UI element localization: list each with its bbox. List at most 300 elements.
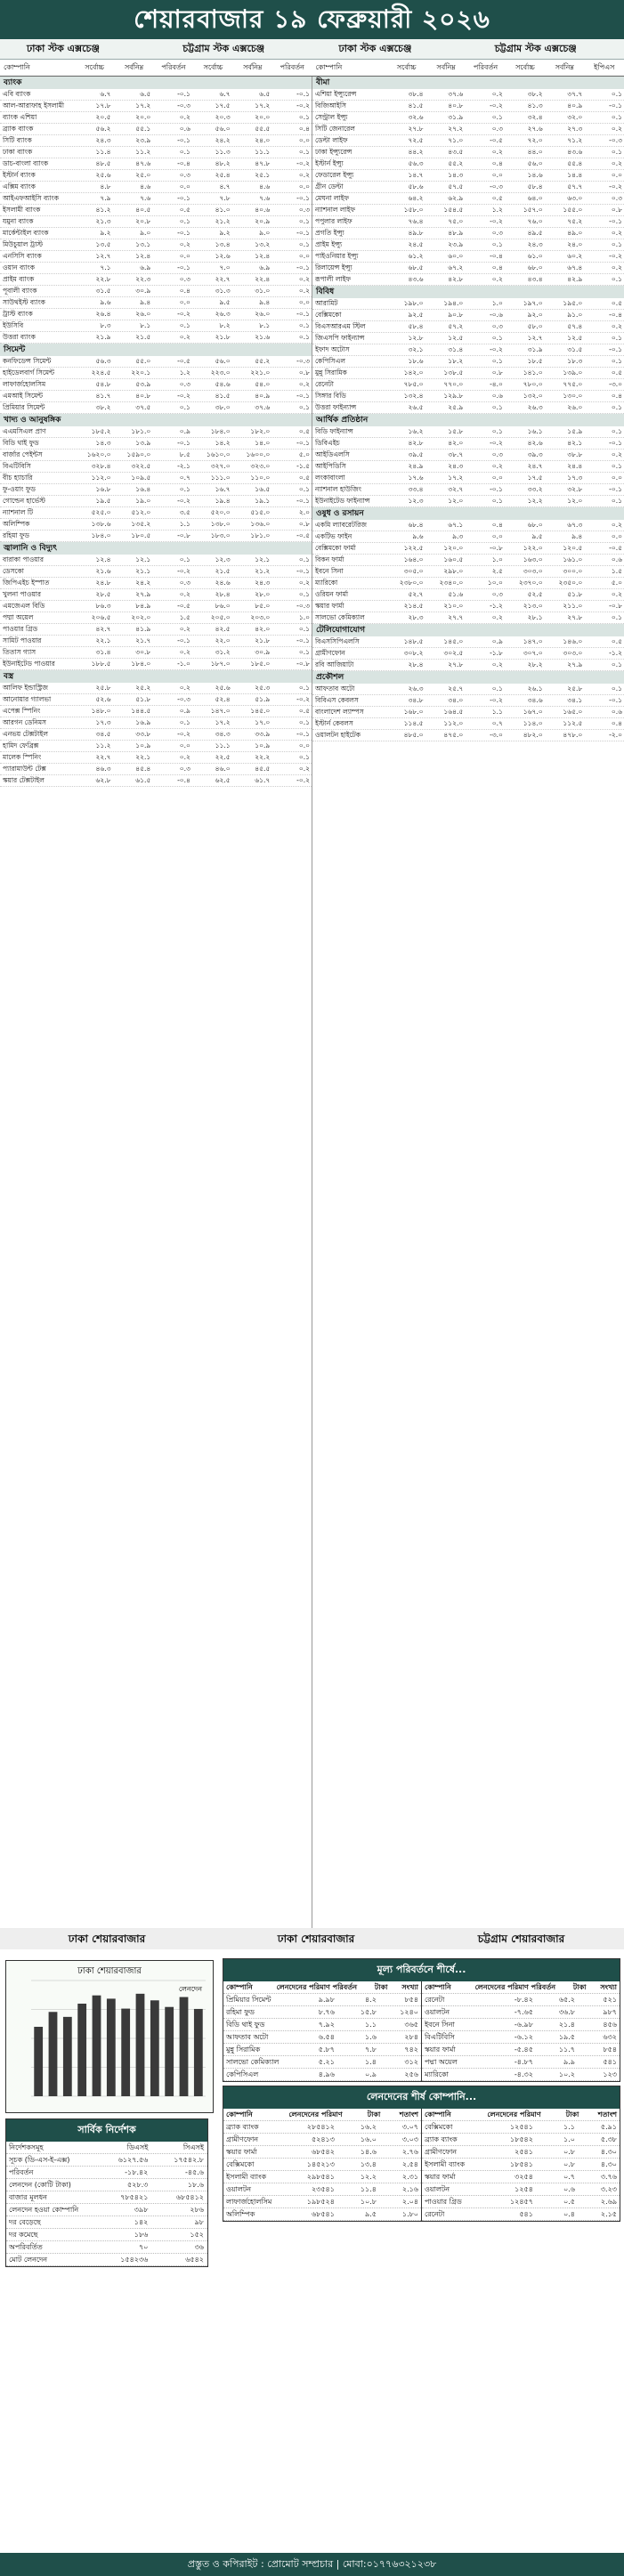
list-item bbox=[223, 1994, 421, 2006]
top-cse-list bbox=[421, 2109, 620, 2221]
table-row bbox=[0, 484, 312, 496]
price-cell: ৫২.৭ bbox=[408, 590, 424, 598]
list-item bbox=[422, 2019, 620, 2031]
price-cell: ৬৮.০ bbox=[527, 263, 543, 271]
price-cell: ১৪৭.০ bbox=[210, 707, 231, 715]
value-cell: ৪.৩০ bbox=[600, 2160, 618, 2168]
chart-bar bbox=[49, 2012, 58, 2096]
price-cell: ৪২.১ bbox=[567, 439, 583, 447]
price-cell: ১৬৫.০ bbox=[563, 708, 583, 716]
company-name: ইউনাইটেড ফাইন্যান্স bbox=[315, 497, 370, 505]
price-cell: ২২৪.৫ bbox=[91, 369, 111, 377]
price-cell: ২১.৬ bbox=[255, 333, 271, 341]
price-cell: ০.২ bbox=[179, 625, 190, 633]
price-cell: ২০৫.০ bbox=[210, 613, 231, 621]
price-cell: ৭৫.২ bbox=[567, 217, 583, 225]
price-cell: ১৪.৩ bbox=[448, 171, 464, 179]
price-cell: ০.২ bbox=[179, 333, 190, 341]
price-cell: ১৭.৮ bbox=[95, 101, 111, 109]
company-name: আইএফআইসি ব্যাংক bbox=[3, 194, 59, 202]
price-cell: ০.১ bbox=[298, 753, 310, 761]
price-cell: ২১.৯ bbox=[95, 333, 111, 341]
value-cell: ২৮৪ bbox=[404, 2033, 419, 2041]
price-cell: ৩২২.৫ bbox=[131, 462, 151, 470]
price-cell: ২১.৬ bbox=[95, 567, 111, 575]
price-cell: -০.১ bbox=[296, 392, 310, 400]
price-cell: ০.১ bbox=[298, 113, 310, 121]
price-cell: ৩৩.৪ bbox=[408, 485, 424, 493]
price-cell: -১.৮ bbox=[490, 649, 503, 657]
price-cell: ৩৩.৮ bbox=[135, 730, 151, 738]
list-item bbox=[422, 2208, 620, 2221]
company-name: পদ্মা অয়েল bbox=[425, 2058, 458, 2066]
price-cell: ১৪২.০ bbox=[403, 369, 424, 377]
price-cell: ১.১ bbox=[491, 708, 503, 716]
company-name: রেনেটা bbox=[315, 380, 334, 388]
page-title: শেয়ারবাজার ১৯ ফেব্রুয়ারী ২০২৬ bbox=[0, 0, 624, 39]
list-item bbox=[422, 2069, 620, 2081]
company-name: বাংলাদেশ ল্যাম্পস bbox=[315, 708, 364, 716]
price-cell: ২০.৯ bbox=[255, 217, 271, 225]
price-cell: ১১৪.৫ bbox=[403, 719, 424, 727]
value-cell: ৩৬.৮ bbox=[558, 2008, 575, 2016]
table-row bbox=[312, 730, 624, 741]
price-cell: ৩৪.০ bbox=[448, 696, 464, 704]
dse-market-title: ঢাকা শেয়ারবাজার bbox=[0, 1928, 214, 1949]
value-cell: ৩১২ bbox=[404, 2058, 419, 2066]
price-cell: ১.৫ bbox=[179, 613, 190, 621]
price-cell: ১৯.১ bbox=[255, 497, 271, 505]
price-cell: ২৪.৪ bbox=[567, 462, 583, 470]
price-cell: ২৭.৮ bbox=[567, 613, 583, 621]
price-cell: ৩১.৫ bbox=[567, 345, 583, 353]
value-cell: ৫২৮.৩ bbox=[127, 2181, 149, 2189]
list-item bbox=[6, 2254, 207, 2266]
price-cell: -০.১ bbox=[609, 217, 622, 225]
price-cell: ২৩.৯ bbox=[135, 136, 151, 144]
price-cell: ০.২ bbox=[298, 380, 310, 388]
price-cell: ৩২.৭ bbox=[448, 485, 464, 493]
price-cell: -০.১ bbox=[296, 194, 310, 202]
table-row bbox=[312, 402, 624, 414]
value-cell: ৫৪১ bbox=[603, 2058, 618, 2066]
price-cell: ২২৩.০ bbox=[210, 369, 231, 377]
price-cell: ৬৭.১ bbox=[448, 521, 464, 529]
list-item bbox=[422, 2056, 620, 2069]
price-cell: ১০.৯ bbox=[255, 741, 271, 749]
price-cell: ১২.৪ bbox=[95, 555, 111, 563]
company-name: এপেক্স স্পিনিং bbox=[3, 707, 41, 715]
price-cell: -০.২ bbox=[296, 101, 310, 109]
company-name: পাওয়ার গ্রিড bbox=[425, 2198, 462, 2206]
price-cell: -০.৩ bbox=[609, 136, 622, 144]
table-row bbox=[0, 332, 312, 344]
chart-bar bbox=[194, 2009, 203, 2096]
price-cell: ১২.৬ bbox=[215, 252, 231, 260]
col-high-r: সর্বোচ্চ bbox=[396, 63, 417, 71]
price-cell: -৩.০ bbox=[609, 380, 622, 388]
price-cell: ২২.২ bbox=[255, 753, 271, 761]
price-cell: ১৬১০.০ bbox=[206, 450, 231, 458]
company-name: প্রিমিয়ার সিমেন্ট bbox=[226, 1996, 271, 2004]
price-cell: ২৪.৩ bbox=[95, 136, 111, 144]
price-cell: ০.৪ bbox=[491, 263, 503, 271]
price-cell: ৪০.৯ bbox=[255, 392, 271, 400]
company-name: বারাকা পাওয়ার bbox=[3, 555, 44, 563]
price-cell: ০.১ bbox=[298, 625, 310, 633]
price-cell: ২৮.০ bbox=[255, 590, 271, 598]
price-cell: ৪.৭ bbox=[219, 182, 231, 190]
list-item bbox=[422, 2196, 620, 2208]
price-cell: ০.১ bbox=[298, 718, 310, 726]
company-name: এনভয় টেক্সটাইল bbox=[3, 730, 48, 738]
company-name: ব্র্যাক ব্যাংক bbox=[226, 2123, 259, 2131]
price-cell: ০.২ bbox=[491, 613, 503, 621]
top-traded-title: লেনদেনের শীর্ষ কোম্পানি... bbox=[223, 2086, 620, 2109]
price-cell: -২.১ bbox=[177, 462, 190, 470]
price-cell: -০.২ bbox=[177, 310, 190, 318]
price-cell: ৩৩.৯ bbox=[255, 730, 271, 738]
price-cell: ৬.৫ bbox=[259, 90, 271, 98]
price-cell: -০.২ bbox=[609, 182, 622, 190]
price-cell: ১৬.২ bbox=[408, 427, 424, 435]
value-cell: ১৮৫৪২ bbox=[509, 2135, 533, 2143]
header-cell: সংখ্যা bbox=[401, 1983, 418, 1991]
price-cell: ৫৭.৫ bbox=[448, 182, 464, 190]
list-item bbox=[223, 2069, 421, 2081]
price-cell: ০.১ bbox=[298, 240, 310, 248]
price-cell: ০.৪ bbox=[611, 392, 622, 400]
price-cell: ৯০.৮ bbox=[448, 311, 464, 319]
price-cell: ০.২ bbox=[611, 521, 622, 529]
table-row bbox=[0, 555, 312, 566]
price-cell: ১৭.৫ bbox=[215, 101, 231, 109]
price-cell: ৪০.৯ bbox=[567, 101, 583, 109]
table-row bbox=[0, 519, 312, 531]
table-row bbox=[0, 89, 312, 101]
list-header bbox=[422, 1981, 620, 1994]
value-cell: ৩.৭৬ bbox=[600, 2173, 618, 2181]
price-cell: ১১.১ bbox=[215, 741, 231, 749]
company-name: পপুলার লাইফ bbox=[315, 217, 353, 225]
col-change-r: পরিবর্তন bbox=[473, 63, 498, 71]
cse-label-2: চট্টগ্রাম স্টক এক্সচেঞ্জ bbox=[494, 43, 577, 54]
value-cell: -৮.৪২ bbox=[514, 1996, 533, 2004]
table-row bbox=[312, 135, 624, 147]
price-cell: ৩২.৮ bbox=[567, 485, 583, 493]
company-name: ডেল্টা লাইফ bbox=[315, 136, 348, 144]
value-cell: ১৮৫৪১ bbox=[509, 2160, 533, 2168]
table-row bbox=[0, 612, 312, 624]
price-cell: -০.২ bbox=[177, 497, 190, 505]
price-cell: ৬.৯ bbox=[259, 263, 271, 271]
price-cell: -০.২ bbox=[177, 392, 190, 400]
price-cell: ০.১ bbox=[611, 660, 622, 668]
price-cell: ৫.০ bbox=[298, 450, 310, 458]
company-name: বিকন ফার্মা bbox=[315, 555, 344, 563]
value-cell: ১২৩ bbox=[603, 2070, 618, 2078]
price-cell: ২৭.৬ bbox=[527, 125, 543, 133]
price-cell: ০.৫ bbox=[611, 369, 622, 377]
price-cell: -০.২ bbox=[490, 345, 503, 353]
header-cell: লেনদেনের পরিমাণ পরিবর্তন bbox=[276, 1983, 357, 1991]
company-name: কেপিসিএল bbox=[315, 357, 345, 365]
price-cell: -০.২ bbox=[177, 730, 190, 738]
price-cell: ১৭.২ bbox=[448, 474, 464, 482]
price-cell: ১৪.৭ bbox=[408, 171, 424, 179]
price-cell: ১৪৫.০ bbox=[250, 707, 271, 715]
price-cell: ১৩.৫ bbox=[95, 240, 111, 248]
table-row bbox=[0, 589, 312, 601]
company-name: এমআই সিমেন্ট bbox=[3, 392, 44, 400]
price-cell: ২৬.০ bbox=[567, 403, 583, 411]
chart-bar bbox=[165, 2007, 174, 2096]
table-row bbox=[312, 707, 624, 718]
price-cell: ১৬৩.০ bbox=[523, 555, 543, 563]
price-cell: ২১.২ bbox=[215, 217, 231, 225]
table-row bbox=[0, 182, 312, 193]
bottom-header bbox=[0, 1928, 624, 1949]
value-cell: ৫.৮৭ bbox=[318, 2045, 335, 2054]
price-cell: ১৭.২ bbox=[215, 718, 231, 726]
price-cell: -০.১ bbox=[296, 730, 310, 738]
value-cell: ৭.৮ bbox=[365, 2045, 377, 2054]
sector-heading: বিবিধ bbox=[312, 286, 624, 298]
price-cell: ০.২ bbox=[179, 113, 190, 121]
company-name: বেক্সিমকো bbox=[425, 2123, 453, 2131]
price-cell: ৪৮.২ bbox=[215, 159, 231, 167]
price-cell: ৩৪.৩ bbox=[215, 730, 231, 738]
price-cell: ১৪১.০ bbox=[523, 369, 543, 377]
price-cell: ০.৩ bbox=[298, 206, 310, 214]
price-cell: ৩২.৪ bbox=[527, 113, 543, 121]
sector-heading: বীমা bbox=[312, 77, 624, 89]
price-cell: ০.৮ bbox=[298, 369, 310, 377]
value-cell: ২৫৪১ bbox=[515, 2148, 533, 2156]
price-cell: ৩০৫.০ bbox=[403, 567, 424, 575]
value-cell: ১৫.৮ bbox=[360, 2008, 377, 2016]
price-cell: ০.৩ bbox=[491, 450, 503, 458]
price-cell: ২৮.৪ bbox=[408, 660, 424, 668]
price-cell: ২০৩.০ bbox=[250, 613, 271, 621]
price-cell: ০.১ bbox=[611, 240, 622, 248]
price-cell: ০.৬ bbox=[611, 708, 622, 716]
company-name: মিউচুয়াল ট্রাস্ট bbox=[3, 240, 44, 248]
price-cell: ১২.৩ bbox=[215, 555, 231, 563]
price-cell: ০.১ bbox=[611, 427, 622, 435]
table-row bbox=[0, 391, 312, 402]
value-cell: ৭৮৫৪২১ bbox=[120, 2193, 149, 2201]
header-cell: কোম্পানি bbox=[425, 1983, 451, 1991]
sector-heading: টেলিযোগাযোগ bbox=[312, 624, 624, 636]
price-cell: ৭৭৫.০ bbox=[563, 380, 583, 388]
price-cell: ১৮.২ bbox=[448, 357, 464, 365]
company-name: ইসলামী ব্যাংক bbox=[3, 206, 41, 214]
company-name: ব্র্যাক ব্যাংক bbox=[425, 2135, 458, 2143]
list-item bbox=[223, 2044, 421, 2056]
price-cell: ২২.০ bbox=[215, 636, 231, 644]
value-cell: ০.৯ bbox=[365, 2070, 377, 2078]
price-cell: ৪৭৮.০ bbox=[563, 731, 583, 739]
price-cell: ৩১.৫ bbox=[95, 287, 111, 295]
price-cell: ১৩২.০ bbox=[523, 392, 543, 400]
price-cell: -০.৪ bbox=[490, 252, 503, 260]
list-header bbox=[422, 2109, 620, 2121]
price-cell: ১২.১ bbox=[135, 555, 151, 563]
table-row bbox=[0, 694, 312, 706]
price-cell: ২০.০ bbox=[135, 113, 151, 121]
price-cell: ২৭.৮ bbox=[448, 660, 464, 668]
price-cell: ২২.৮ bbox=[95, 275, 111, 283]
price-cell: ৬৭.২ bbox=[448, 263, 464, 271]
company-name: আল-আরাফাহ ইসলামী bbox=[3, 101, 65, 109]
value-cell: ৬৩২ bbox=[603, 2033, 618, 2041]
price-cell: ১২.৭ bbox=[527, 334, 543, 342]
header-cell: টাকা bbox=[374, 1983, 388, 1991]
price-cell: ৫৭.৭ bbox=[567, 182, 583, 190]
price-cell: ৪২.৬ bbox=[527, 439, 543, 447]
value-cell: ৫২১ bbox=[603, 1996, 618, 2004]
price-cell: ৪.৮ bbox=[100, 182, 111, 190]
price-cell: ০.১ bbox=[298, 403, 310, 411]
price-cell: ১১.২ bbox=[135, 148, 151, 156]
price-cell: ০.২ bbox=[611, 450, 622, 458]
price-cell: ০.২ bbox=[179, 240, 190, 248]
price-cell: ৯.২ bbox=[219, 229, 231, 237]
price-cell: -০.১ bbox=[177, 636, 190, 644]
price-cell: ৫১.৯ bbox=[255, 695, 271, 703]
company-name: ফু-ওয়াং ফুড bbox=[3, 485, 36, 493]
summary-col-0: নির্দেশকসমূহ bbox=[9, 2143, 44, 2151]
price-cell: ৪০.৮ bbox=[135, 392, 151, 400]
company-name: স্কয়ার ফার্মা bbox=[425, 2045, 456, 2054]
table-row bbox=[0, 239, 312, 251]
company-name: সালভো কেমিক্যাল bbox=[226, 2058, 280, 2066]
col-company: কোম্পানি bbox=[4, 63, 30, 71]
top-traded-grid bbox=[223, 2109, 620, 2221]
value-cell: ১২৫৪ bbox=[515, 2185, 533, 2193]
price-cell: ৪৩.৬ bbox=[408, 275, 424, 283]
table-row bbox=[312, 170, 624, 182]
price-cell: ২৬.৩ bbox=[215, 310, 231, 318]
company-name: পূবালী ব্যাংক bbox=[3, 287, 37, 295]
company-name: জিপিএইচ ইস্পাত bbox=[3, 579, 50, 587]
price-cell: ২৩৮০.০ bbox=[399, 579, 424, 587]
price-cell: ৫৫.২ bbox=[255, 357, 271, 365]
list-item bbox=[422, 2171, 620, 2183]
price-cell: ২৬.০ bbox=[135, 310, 151, 318]
price-cell: ৫৮.৪ bbox=[408, 322, 424, 330]
price-cell: ৫১.৮ bbox=[135, 695, 151, 703]
price-cell: ০.০ bbox=[611, 171, 622, 179]
header-cell: শতাংশ bbox=[399, 2110, 419, 2118]
price-cell: ১৭.৬ bbox=[408, 474, 424, 482]
price-cell: ১৮৫.২ bbox=[91, 427, 111, 435]
company-name: এএমসিএল প্রাণ bbox=[3, 427, 46, 435]
price-cell: ১৩.১ bbox=[135, 240, 151, 248]
col-cse-low-r: সর্বনিম্ন bbox=[555, 63, 574, 71]
price-cell: ৩১.০ bbox=[255, 287, 271, 295]
chart-bar bbox=[136, 1994, 145, 2096]
value-cell: ৪৫৬ bbox=[603, 2021, 618, 2029]
list-item bbox=[6, 2241, 207, 2254]
col-change: পরিবর্তন bbox=[161, 63, 186, 71]
price-cell: ৯.৪ bbox=[571, 532, 583, 540]
company-name: বিএটিবিসি bbox=[3, 462, 31, 470]
price-cell: ৪৮.৯ bbox=[448, 229, 464, 237]
price-cell: ৪৩.৫ bbox=[448, 148, 464, 156]
value-cell: ১৪২ bbox=[134, 2218, 149, 2226]
price-column-right bbox=[312, 77, 624, 1928]
value-cell: ৪.৩০ bbox=[600, 2148, 618, 2156]
price-cell: ০.২ bbox=[179, 684, 190, 692]
company-name: জিএসপি ফাইন্যান্স bbox=[315, 334, 365, 342]
price-cell: ২৬.০ bbox=[255, 310, 271, 318]
price-cell: ৬১.৫ bbox=[135, 776, 151, 784]
price-cell: ৮.৩ bbox=[100, 321, 111, 329]
price-cell: ১৫৮.০ bbox=[403, 206, 424, 214]
price-cell: ২১৩.০ bbox=[523, 602, 543, 610]
price-cell: ২০২.০ bbox=[131, 613, 151, 621]
list-item bbox=[6, 2229, 207, 2241]
price-cell: -০.১ bbox=[177, 136, 190, 144]
price-cell: ৬.৭ bbox=[100, 90, 111, 98]
price-cell: ৬৮.৫ bbox=[408, 263, 424, 271]
price-cell: ০.৫ bbox=[611, 299, 622, 307]
company-name: তিতাস গ্যাস bbox=[3, 648, 36, 656]
price-cell: ১৩৮.৫ bbox=[443, 369, 464, 377]
company-name: ওরিয়ন ফার্মা bbox=[315, 590, 349, 598]
price-cell: ৫৬.০ bbox=[215, 357, 231, 365]
table-row bbox=[312, 310, 624, 321]
price-cell: ৯.৬ bbox=[412, 532, 424, 540]
price-cell: ৩০৭.০ bbox=[523, 649, 543, 657]
value-cell: ৯.৯ bbox=[563, 2058, 575, 2066]
price-cell: ৫২০.০ bbox=[210, 508, 231, 516]
price-cell: ১২০.০ bbox=[443, 544, 464, 552]
turnover-chart-svg bbox=[6, 1961, 213, 2112]
company-name: ইসলামী ব্যাংক bbox=[425, 2160, 466, 2168]
company-name: বিডি থাই ফুড bbox=[226, 2021, 265, 2029]
sector-heading: ব্যাংক bbox=[0, 77, 312, 89]
list-header bbox=[223, 1981, 421, 1994]
price-cell: ০.১ bbox=[298, 333, 310, 341]
company-name: ডিবিএইচ bbox=[315, 439, 340, 447]
company-name: মার্কেন্টাইল ব্যাংক bbox=[3, 229, 49, 237]
company-name: এবি ব্যাংক bbox=[3, 90, 31, 98]
price-cell: ৪৮.৫ bbox=[95, 159, 111, 167]
value-cell: ১৯.৫ bbox=[558, 2033, 575, 2041]
table-row bbox=[0, 320, 312, 332]
price-cell: ০.১ bbox=[611, 148, 622, 156]
price-cell: ১৮.৫ bbox=[527, 357, 543, 365]
company-name: উত্তরা ফাইন্যান্স bbox=[315, 403, 357, 411]
price-cell: -০.২ bbox=[177, 567, 190, 575]
price-cell: ১৫৯০.০ bbox=[126, 450, 151, 458]
price-cell: ১৮৪.০ bbox=[210, 427, 231, 435]
price-cell: ০.৬ bbox=[491, 392, 503, 400]
table-row bbox=[312, 228, 624, 239]
price-cell: ৩২.৬ bbox=[408, 113, 424, 121]
price-cell: ৪৩.৬ bbox=[567, 148, 583, 156]
price-cell: ৪.৬ bbox=[259, 182, 271, 190]
price-cell: ০.০ bbox=[179, 252, 190, 260]
table-row bbox=[0, 729, 312, 741]
value-cell: ৫২৪১৩ bbox=[311, 2135, 335, 2143]
price-cell: ৯.৫ bbox=[531, 532, 543, 540]
price-cell: ২২.৫ bbox=[215, 753, 231, 761]
table-row bbox=[312, 450, 624, 461]
